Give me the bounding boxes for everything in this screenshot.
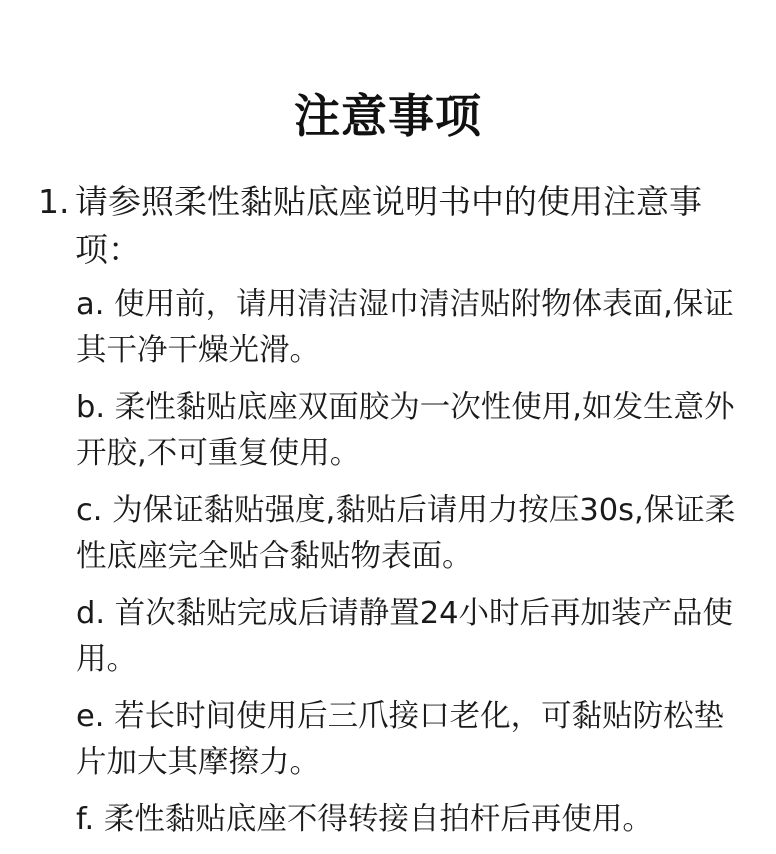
sub-item-c: c. 为保证黏贴强度,黏贴后请用力按压30s,保证柔性底座完全贴合黏贴物表面。 bbox=[76, 493, 736, 574]
list-item-1 bbox=[38, 178, 738, 274]
item-number: 1. bbox=[38, 182, 70, 221]
sub-item-e: e. 若长时间使用后三爪接口老化，可黏贴防松垫片加大其摩擦力。 bbox=[76, 699, 725, 780]
page-title: 注意事项 bbox=[294, 89, 482, 143]
item-text: 请参照柔性黏贴底座说明书中的使用注意事项： bbox=[75, 182, 702, 269]
sub-item-f: f. 柔性黏贴底座不得转接自拍杆后再使用。 bbox=[76, 802, 653, 837]
sub-item-d: d. 首次黏贴完成后请静置24小时后再加装产品使用。 bbox=[76, 596, 734, 677]
sub-item-a: a. 使用前，请用清洁湿巾清洁贴附物体表面,保证其干净干燥光滑。 bbox=[76, 287, 734, 368]
sub-item-b: b. 柔性黏贴底座双面胶为一次性使用,如发生意外开胶,不可重复使用。 bbox=[76, 390, 735, 471]
sub-item-list bbox=[76, 282, 744, 854]
